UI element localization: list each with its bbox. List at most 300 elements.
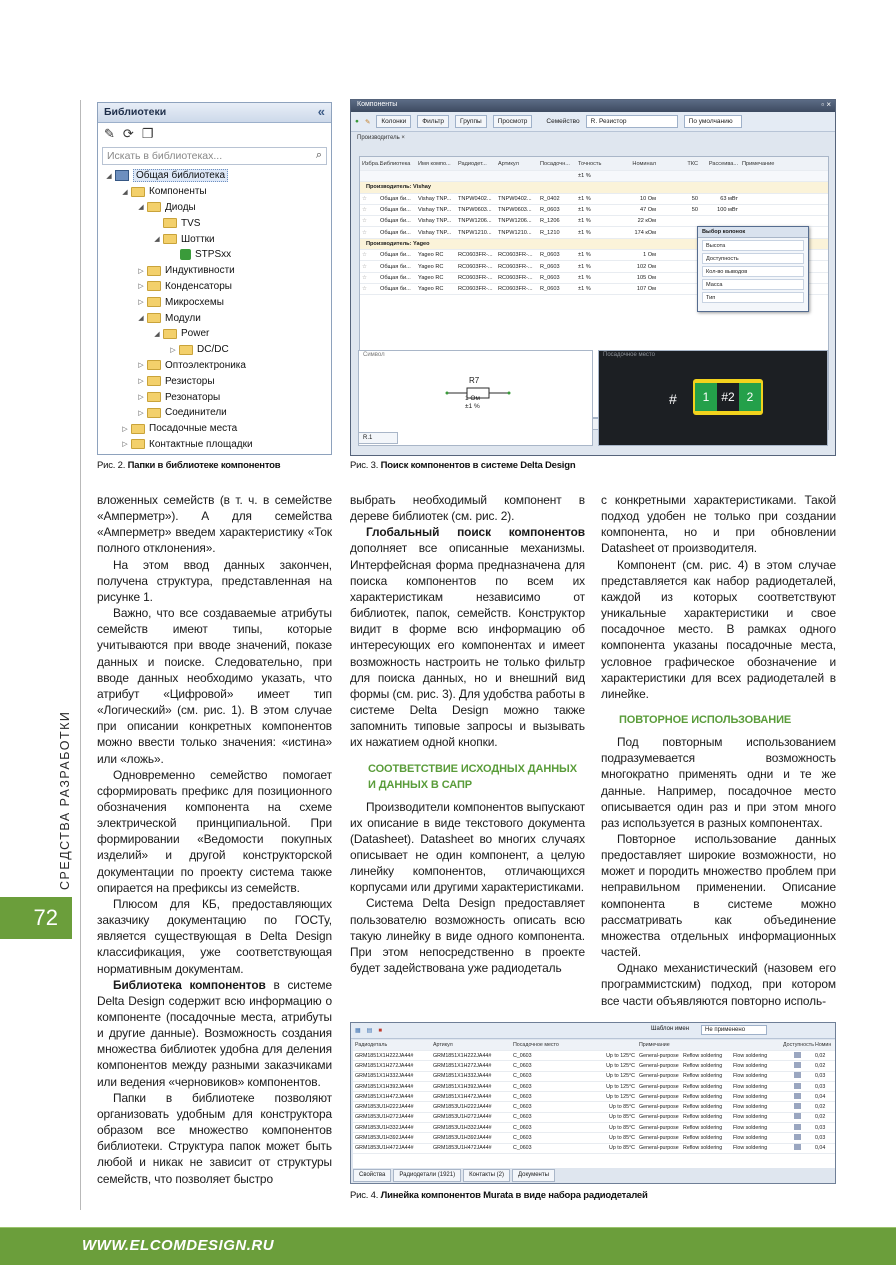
component-row[interactable] <box>353 1061 835 1071</box>
grid-cell: 10 Ом <box>640 195 656 202</box>
grid-header-cell: Доступность <box>783 1042 814 1048</box>
footprint-preview: Посадочное место # 1 #2 2 <box>598 350 828 446</box>
grid-cell <box>781 1083 813 1091</box>
figure4-caption: Рис. 4. Линейка компонентов Murata в виде набора радиодеталей <box>350 1190 648 1201</box>
tree-node[interactable] <box>98 279 331 295</box>
availability-icon <box>794 1134 801 1140</box>
paragraph <box>350 492 585 524</box>
grid-cell: 107 Ом <box>636 286 656 293</box>
tab-2[interactable]: Контакты (2) <box>463 1169 510 1182</box>
grid-cell: Yageo RC <box>418 263 444 270</box>
grid-cell: TNPW1206... <box>458 218 492 225</box>
component-row[interactable] <box>353 1051 835 1061</box>
bold-lead: Глобальный поиск компонентов <box>366 525 585 540</box>
collapse-icon[interactable]: « <box>317 104 325 119</box>
grid-cell: Имя компо... <box>418 160 451 167</box>
tree-node[interactable] <box>98 358 331 374</box>
grid-cell: R_0603 <box>540 286 560 293</box>
grid-cell: C_0603 <box>513 1052 532 1059</box>
grid-cell: TNPW1210... <box>458 229 492 236</box>
collapse-arrow-icon[interactable]: ◢ <box>106 172 112 180</box>
tree-node[interactable] <box>98 168 331 184</box>
folder-icon <box>147 392 161 402</box>
paragraph <box>97 977 332 1090</box>
grid-cell: C_0603 <box>513 1124 532 1131</box>
footprint-outline <box>693 379 763 415</box>
favorite-star-icon[interactable]: ☆ <box>362 195 368 202</box>
text-column-1 <box>97 492 332 1187</box>
grid-cell: General-purpose <box>639 1145 679 1152</box>
library-icon <box>115 170 129 181</box>
grid-cell: Общая би... <box>380 195 411 202</box>
grid-cell: GRM1853U1H222JA44# <box>355 1104 414 1111</box>
add-library-icon[interactable]: ✎ <box>104 126 115 141</box>
grid-header-cell: Примечание <box>639 1042 670 1048</box>
sort-select[interactable]: По умолчанию <box>684 115 742 128</box>
grid-cell: GRM1853U1H332JA44# <box>355 1124 414 1131</box>
availability-icon <box>794 1103 801 1109</box>
paragraph <box>97 492 332 557</box>
tree-node[interactable] <box>98 215 331 231</box>
grid-cell: Reflow soldering <box>683 1062 723 1069</box>
folder-icon <box>163 329 177 339</box>
grid-cell: 50 <box>691 195 698 202</box>
favorite-star-icon[interactable]: ☆ <box>362 263 368 270</box>
collapse-arrow-icon[interactable]: ◢ <box>138 315 144 323</box>
grid-cell: Reflow soldering <box>683 1083 723 1090</box>
tree-node-label: Диоды <box>165 201 196 213</box>
grid-cell: Reflow soldering <box>683 1052 723 1059</box>
availability-icon <box>794 1144 801 1150</box>
paragraph <box>97 605 332 767</box>
component-row[interactable] <box>360 194 828 205</box>
folder-icon <box>163 234 177 244</box>
grid-cell: GRM1851X1H332JA44# <box>355 1073 414 1080</box>
tree-node[interactable] <box>98 421 331 437</box>
folder-icon <box>163 218 177 228</box>
grid-cell: Радиодет... <box>458 160 487 167</box>
grid-cell: Номинал <box>632 160 656 167</box>
library-search-input[interactable]: Искать в библиотеках... ⌕ <box>102 147 327 165</box>
favorite-star-icon[interactable]: ☆ <box>362 218 368 225</box>
grid-cell: 0,02 <box>815 1114 826 1121</box>
edit-icon[interactable]: ✎ <box>364 118 371 126</box>
tab-0[interactable]: Свойства <box>353 1169 391 1182</box>
grid-cell: Up to 85°C <box>609 1135 635 1142</box>
grid-cell: RC0603FR-... <box>498 274 533 281</box>
tree-node-label: STPSxx <box>195 249 232 261</box>
grid-cell: GRM1851X1H392JA44# <box>355 1083 414 1090</box>
grid-cell: TNPW0402... <box>498 195 532 202</box>
grid-cell: C_0603 <box>513 1093 532 1100</box>
favorite-star-icon[interactable]: ☆ <box>362 207 368 214</box>
value-label: 1 Ом <box>465 395 480 402</box>
tree-node-label: Соединители <box>165 407 227 419</box>
column-chooser-item[interactable]: Тип <box>702 292 804 303</box>
expand-arrow-icon[interactable]: ▷ <box>122 441 128 449</box>
paragraph <box>601 960 836 1008</box>
availability-icon <box>794 1052 801 1058</box>
availability-icon <box>794 1124 801 1130</box>
favorite-star-icon[interactable]: ☆ <box>362 229 368 236</box>
tree-node-label: Контактные площадки <box>149 438 253 450</box>
tree-node-label: Шоттки <box>181 233 215 245</box>
grid-cell: Reflow soldering <box>683 1145 723 1152</box>
collapse-arrow-icon[interactable]: ◢ <box>154 330 160 338</box>
grid-cell: General-purpose <box>639 1114 679 1121</box>
grid-cell: R_1206 <box>540 218 560 225</box>
tree-node[interactable] <box>98 342 331 358</box>
grid-cell: Reflow soldering <box>683 1104 723 1111</box>
tree-node-label: Power <box>181 328 210 340</box>
grid-cell: TNPW1210... <box>498 229 532 236</box>
component-row[interactable] <box>353 1144 835 1154</box>
copy-icon[interactable]: ❐ <box>141 126 154 141</box>
grid-cell: ±1 % <box>578 274 591 281</box>
grid-header-row <box>353 1040 835 1051</box>
column-chooser-title: Выбор колонок <box>698 227 808 238</box>
column-chooser-item[interactable]: Кол-во выводов <box>702 266 804 277</box>
grid-cell: 0,03 <box>815 1124 826 1131</box>
family-select[interactable]: R. Резистор <box>586 115 678 128</box>
component-row[interactable] <box>360 205 828 216</box>
grid-cell: 0,03 <box>815 1083 826 1090</box>
grid-cell: RC0603FR-... <box>458 274 493 281</box>
collapse-arrow-icon[interactable]: ◢ <box>154 236 160 244</box>
paragraph-text: Однако механистический (назовем его программистским) подход, при котором все части объявляются повторно исполь- <box>601 961 836 1008</box>
grid-cell: General-purpose <box>639 1052 679 1059</box>
grid-cell: 47 Ом <box>640 207 656 214</box>
murata-grid <box>353 1040 835 1168</box>
tree-node-label: Оптоэлектроника <box>165 359 246 371</box>
grid-cell: C_0603 <box>513 1145 532 1152</box>
grid-cell: GRM1853U1H472JA44# <box>433 1145 492 1152</box>
favorite-star-icon[interactable]: ☆ <box>362 252 368 259</box>
refresh-icon[interactable]: ● <box>355 118 359 125</box>
libraries-panel <box>97 102 332 455</box>
tree-node-label: Модули <box>165 312 201 324</box>
availability-icon <box>794 1072 801 1078</box>
paragraph <box>97 896 332 977</box>
tree-node[interactable] <box>98 294 331 310</box>
grid-cell: GRM1853U1H392JA44# <box>355 1135 414 1142</box>
bottom-tab[interactable]: R.1 <box>358 432 398 444</box>
grid-cell: RC0603FR-... <box>458 286 493 293</box>
grid-cell: ±1 % <box>578 218 591 225</box>
grid-cell: Flow soldering <box>733 1052 768 1059</box>
expand-arrow-icon[interactable]: ▷ <box>138 409 144 417</box>
grid-cell <box>781 1052 813 1060</box>
grid-cell: Flow soldering <box>733 1114 768 1121</box>
grid-cell: Посадочн... <box>540 160 570 167</box>
tree-node[interactable] <box>98 326 331 342</box>
tree-node-label: Конденсаторы <box>165 280 232 292</box>
expand-arrow-icon[interactable]: ▷ <box>138 283 144 291</box>
tree-node[interactable] <box>98 200 331 216</box>
expand-arrow-icon[interactable]: ▷ <box>170 346 176 354</box>
library-tree <box>98 168 331 452</box>
paragraph-text: с конкретными характеристиками. Такой подход удобен не только при создании компонента, но и при обновлении Datasheet от производителя. <box>601 493 836 556</box>
paragraph-text: Папки в библиотеке позволяют организовать удобным для конструктора образом все множество компонентов библиотеки. Структура папок может быть любой и никак не зависит от структуры семейств, что позволяет быстро <box>97 1090 332 1186</box>
group-row[interactable] <box>360 182 828 193</box>
grid-cell: Up to 125°C <box>606 1083 635 1090</box>
grid-cell: GRM1853U1H332JA44# <box>433 1124 492 1131</box>
paragraph-text: Под повторным использованием подразумевается возможность многократно применять одни и те же данные. Например, посадочное место описывается один раз и при этом много раз используется в разных компонентах. <box>601 735 836 830</box>
expand-arrow-icon[interactable]: ▷ <box>138 394 144 402</box>
text-column-2 <box>350 492 585 976</box>
group-title: Производитель: Vishay <box>366 184 431 191</box>
symbol-preview: Символ R7 1 Ом ±1 % <box>358 350 593 446</box>
grid-cell <box>781 1134 813 1142</box>
tree-node[interactable] <box>98 247 331 263</box>
collapse-arrow-icon[interactable]: ◢ <box>122 188 128 196</box>
grid-icon[interactable]: ▦ <box>355 1028 361 1034</box>
favorite-star-icon[interactable]: ☆ <box>362 286 368 293</box>
grid-cell: Flow soldering <box>733 1104 768 1111</box>
group-title: Производитель: Yageo <box>366 240 430 247</box>
paragraph-text: в системе Delta Design содержит всю информацию о компоненте (посадочные места, атрибуты и другие данные). Возможность создания множества библиотек удобна для деления компонентов между разными заказчиками или ведения «черновиков» компонентов. <box>97 977 333 1089</box>
grid-cell: Flow soldering <box>733 1124 768 1131</box>
grid-cell: R_0402 <box>540 195 560 202</box>
groups-button[interactable]: Группы <box>455 115 487 128</box>
component-row[interactable] <box>353 1072 835 1082</box>
grid-cell: GRM1851X1H222JA44# <box>433 1052 492 1059</box>
expand-arrow-icon[interactable]: ▷ <box>138 299 144 307</box>
grid-cell: C_0603 <box>513 1062 532 1069</box>
grid-cell: Flow soldering <box>733 1135 768 1142</box>
grid-cell: R_0603 <box>540 263 560 270</box>
grid-cell: GRM1851X1H472JA44# <box>433 1093 492 1100</box>
grid-cell: Библиотека <box>380 160 411 167</box>
tree-node-label: Индуктивности <box>165 265 235 277</box>
paragraph-text: На этом ввод данных закончен, получена структура, представленная на рисунке 1. <box>97 557 332 604</box>
grid-header-cell: Посадочное место <box>513 1042 559 1048</box>
grid-cell: GRM1853U1H392JA44# <box>433 1135 492 1142</box>
table-icon[interactable]: ▤ <box>366 1028 373 1034</box>
grid-cell: Избра... <box>362 160 383 167</box>
grid-cell: GRM1851X1H332JA44# <box>433 1073 492 1080</box>
tree-node[interactable] <box>98 373 331 389</box>
template-select[interactable]: Не применено <box>701 1025 767 1035</box>
grid-cell: R_0603 <box>540 207 560 214</box>
availability-icon <box>794 1113 801 1119</box>
filter-button[interactable]: Фильтр <box>417 115 449 128</box>
grid-cell: ±1 % <box>578 173 591 180</box>
grid-cell: Up to 125°C <box>606 1062 635 1069</box>
window-title-bar: Компоненты ▫ × <box>351 100 835 112</box>
paragraph <box>601 492 836 557</box>
grid-cell: GRM1853U1H472JA44# <box>355 1145 414 1152</box>
grid-cell: General-purpose <box>639 1073 679 1080</box>
tree-node-label: Резонаторы <box>165 391 221 403</box>
murata-toolbar <box>351 1023 835 1039</box>
paragraph-text: Плюсом для КБ, предоставляющих заказчику документацию по ГОСТу, является существующая в Delta Design классификация, уже соответствующая нормативным документам. <box>97 896 332 976</box>
paragraph-text: выбрать необходимый компонент в дереве библиотек (см. рис. 2). <box>350 493 585 524</box>
grid-cell: Общая би... <box>380 207 411 214</box>
tree-node[interactable] <box>98 389 331 405</box>
grid-cell <box>781 1093 813 1101</box>
grid-cell: C_0603 <box>513 1135 532 1142</box>
tree-node-label: Общая библиотека <box>133 169 228 182</box>
preview-button[interactable]: Просмотр <box>493 115 533 128</box>
component-row[interactable] <box>353 1123 835 1133</box>
section-heading: ПОВТОРНОЕ ИСПОЛЬЗОВАНИЕ <box>619 714 792 727</box>
grid-cell: 0,04 <box>815 1093 826 1100</box>
grid-cell: Yageo RC <box>418 274 444 281</box>
grid-cell: ±1 % <box>578 195 591 202</box>
grid-cell: 22 кОм <box>637 218 656 225</box>
grid-cell: Flow soldering <box>733 1062 768 1069</box>
grid-cell: R_0603 <box>540 274 560 281</box>
grid-cell: C_0603 <box>513 1104 532 1111</box>
grid-cell: Flow soldering <box>733 1073 768 1080</box>
grid-cell: 0,02 <box>815 1062 826 1069</box>
section-heading: СООТВЕТСТВИЕ ИСХОДНЫХ ДАННЫХ И ДАННЫХ В САПР <box>368 762 577 791</box>
tolerance-label: ±1 % <box>465 403 480 410</box>
search-icon[interactable]: ⌕ <box>315 149 322 161</box>
expand-arrow-icon[interactable]: ▷ <box>138 378 144 386</box>
pad-2: 2 <box>739 383 761 411</box>
grid-cell: RC0603FR-... <box>498 263 533 270</box>
tab-3[interactable]: Документы <box>512 1169 555 1182</box>
grid-cell: Up to 85°C <box>609 1145 635 1152</box>
delete-icon[interactable]: ■ <box>378 1027 382 1034</box>
grid-cell: Точность <box>578 160 602 167</box>
template-label: Шаблон имен <box>651 1026 690 1032</box>
grid-cell: 105 Ом <box>636 274 656 281</box>
expand-arrow-icon[interactable]: ▷ <box>138 362 144 370</box>
paragraph-text: Одновременно семейство помогает сформировать префикс для позиционного обозначения компонента на схеме электрической принципиальной. При формировании «Ведомости покупных изделий» и другой конструкторской документации по проекту система также опирается на префиксы из семейств. <box>97 767 332 895</box>
folder-icon <box>131 187 145 197</box>
tree-node[interactable] <box>98 231 331 247</box>
tree-node-label: Микросхемы <box>165 296 224 308</box>
grid-cell: 0,02 <box>815 1052 826 1059</box>
panel-title: Библиотеки <box>104 106 167 118</box>
columns-button[interactable]: Колонки <box>376 115 411 128</box>
grid-cell: Общая би... <box>380 263 411 270</box>
folder-icon <box>147 281 161 291</box>
tree-node-label: TVS <box>181 217 201 229</box>
grid-cell: TNPW1206... <box>498 218 532 225</box>
grid-cell: R_0603 <box>540 252 560 259</box>
figure2-caption: Рис. 2. Папки в библиотеке компонентов <box>97 460 281 471</box>
paragraph-text: Повторное использование данных предоставляет широкие возможности, но может и породить множество проблем при неправильном применении. Описание компонента в системе можно рассматривать как объединение множества отдельных информационных частей. <box>601 831 836 960</box>
grid-cell: Reflow soldering <box>683 1114 723 1121</box>
grid-header-cell: Артикул <box>433 1042 453 1048</box>
grid-cell: C_0603 <box>513 1114 532 1121</box>
tree-node-label: Посадочные места <box>149 423 238 435</box>
tree-node[interactable] <box>98 437 331 453</box>
grid-cell: TNPW0603... <box>498 207 532 214</box>
grid-cell: GRM1853U1H222JA44# <box>433 1104 492 1111</box>
grid-cell: Flow soldering <box>733 1083 768 1090</box>
tree-node[interactable] <box>98 310 331 326</box>
tree-node-label: DC/DC <box>197 344 229 356</box>
grid-header-cell: Радиодеталь <box>355 1042 388 1048</box>
component-row[interactable] <box>353 1102 835 1112</box>
grid-cell: Общая би... <box>380 274 411 281</box>
grid-cell: Vishay TNP... <box>418 229 452 236</box>
folder-icon <box>147 408 161 418</box>
component-row[interactable] <box>353 1133 835 1143</box>
paragraph-text: Компонент (см. рис. 4) в этом случае представляется как набор радиодеталей, каждой из которых соответствуют уникальные характеристики и свое посадочное место. В рамках одного компонента указаны посадочные места, условное графическое обозначение и характеристики для всех радиодеталей в линейке. <box>601 557 836 701</box>
paragraph <box>350 799 585 896</box>
grid-cell: Reflow soldering <box>683 1124 723 1131</box>
column-chooser-item[interactable]: Доступность <box>702 253 804 264</box>
tree-node[interactable] <box>98 263 331 279</box>
grid-cell: 50 <box>691 207 698 214</box>
column-chooser-item[interactable]: Высота <box>702 240 804 251</box>
grid-cell: Yageo RC <box>418 286 444 293</box>
component-icon <box>180 249 191 260</box>
grid-cell: Общая би... <box>380 252 411 259</box>
grid-cell <box>781 1144 813 1152</box>
favorite-star-icon[interactable]: ☆ <box>362 274 368 281</box>
grid-cell: RC0603FR-... <box>458 252 493 259</box>
tree-node-label: Компоненты <box>149 186 207 198</box>
grid-cell: Flow soldering <box>733 1093 768 1100</box>
grid-cell: 1 Ом <box>643 252 656 259</box>
grid-cell: Reflow soldering <box>683 1135 723 1142</box>
murata-window <box>350 1022 836 1184</box>
grid-cell: RC0603FR-... <box>458 263 493 270</box>
availability-icon <box>794 1083 801 1089</box>
refresh-icon[interactable]: ⟳ <box>122 126 134 141</box>
column-chooser <box>697 226 809 312</box>
group-by-tab[interactable]: Производитель × <box>357 135 405 141</box>
grid-cell: GRM1851X1H392JA44# <box>433 1083 492 1090</box>
tree-node[interactable] <box>98 184 331 200</box>
folder-icon <box>147 360 161 370</box>
tab-1[interactable]: Радиодетали (1921) <box>393 1169 461 1182</box>
panel-title-bar <box>98 103 331 123</box>
footer-bar <box>0 1227 896 1265</box>
grid-cell: ±1 % <box>578 229 591 236</box>
grid-cell: Общая би... <box>380 229 411 236</box>
component-row[interactable] <box>353 1082 835 1092</box>
component-row[interactable] <box>353 1092 835 1102</box>
murata-tabs <box>353 1169 555 1182</box>
window-close-icon[interactable]: ▫ × <box>821 100 831 109</box>
grid-cell: 100 мВт <box>717 207 738 214</box>
figure3-caption: Рис. 3. Поиск компонентов в системе Delta Design <box>350 460 576 471</box>
pad-1: 1 <box>695 383 717 411</box>
paragraph <box>97 1090 332 1187</box>
component-row[interactable] <box>353 1113 835 1123</box>
paragraph <box>601 557 836 702</box>
paragraph-text: дополняет все описанные механизмы. Интерфейсная форма предназначена для поиска компонентов по всем их характеристикам независимо от библиотек, папок, семейств. Конструктор видит в форме всю информацию об интересующих его компонентах и имеет возможность настроить не только фильтр для поиска данных, но и внешний вид формы (см. рис. 3). Для удобства работы в системе Delta Design можно также запомнить типовые запросы и вызывать их нажатием одной кнопки. <box>350 541 585 750</box>
pad-hash: # <box>669 391 677 407</box>
folder-icon <box>147 376 161 386</box>
margin-rule <box>80 100 81 1210</box>
folder-icon <box>147 297 161 307</box>
section-label: СРЕДСТВА РАЗРАБОТКИ <box>58 710 72 890</box>
expand-arrow-icon[interactable]: ▷ <box>138 267 144 275</box>
grid-cell <box>781 1072 813 1080</box>
grid-row[interactable] <box>360 171 828 182</box>
text-column-3 <box>601 492 836 1009</box>
paragraph <box>350 895 585 976</box>
column-chooser-item[interactable]: Масса <box>702 279 804 290</box>
panel-toolbar <box>98 123 331 145</box>
grid-cell: Flow soldering <box>733 1145 768 1152</box>
grid-cell: General-purpose <box>639 1104 679 1111</box>
folder-icon <box>131 439 145 449</box>
tree-node[interactable] <box>98 405 331 421</box>
footer-url[interactable]: WWW.ELCOMDESIGN.RU <box>82 1237 275 1254</box>
expand-arrow-icon[interactable]: ▷ <box>122 425 128 433</box>
collapse-arrow-icon[interactable]: ◢ <box>138 204 144 212</box>
